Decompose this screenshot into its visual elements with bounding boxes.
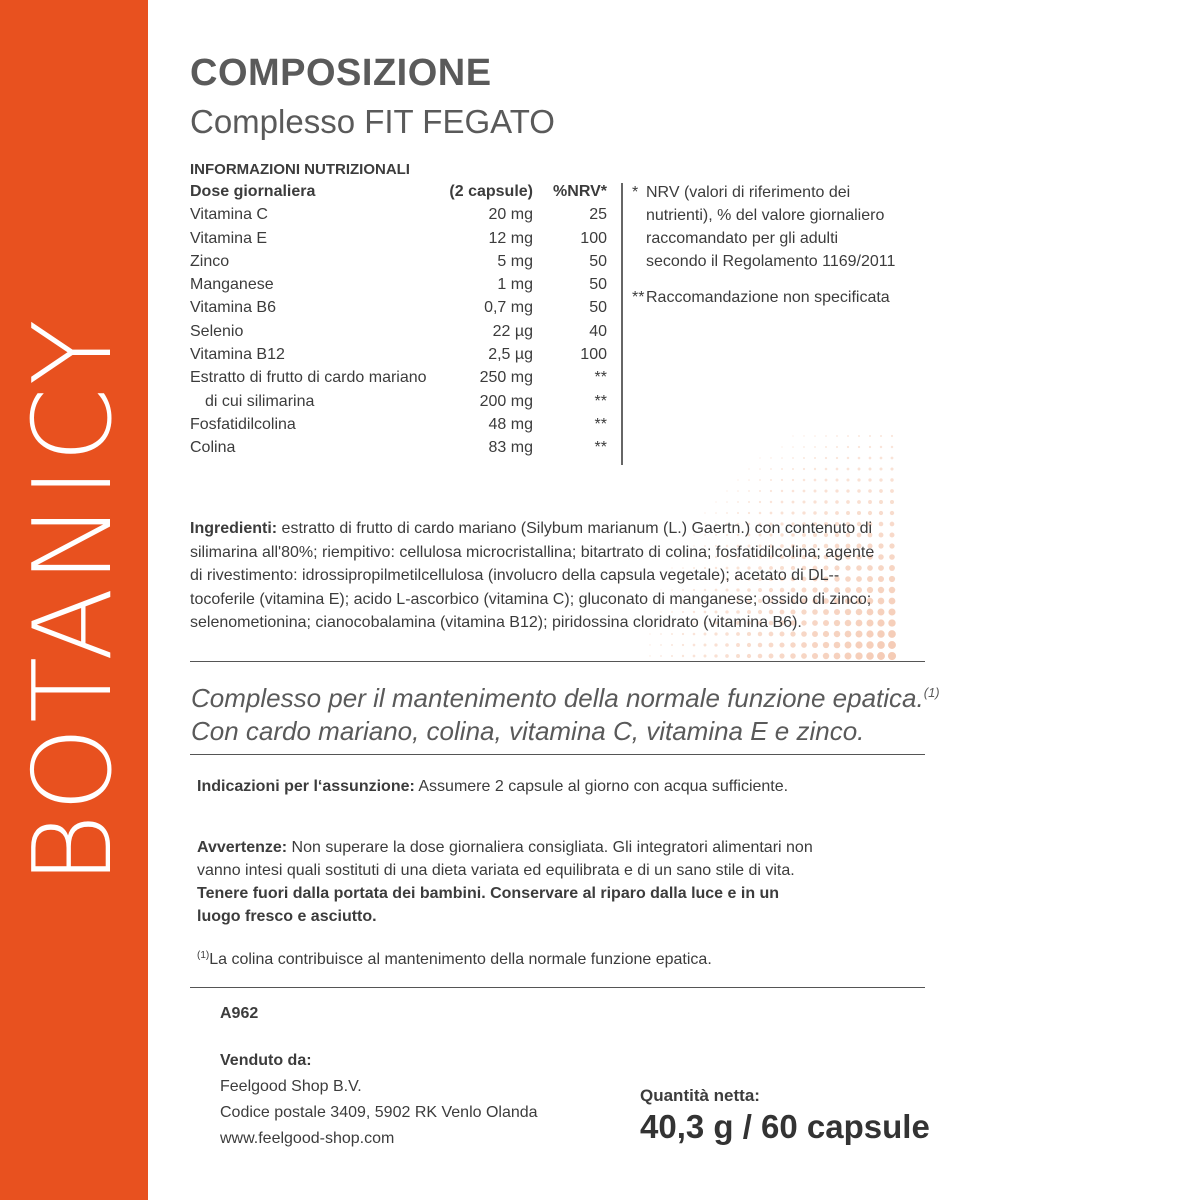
- nutrient-amount: 5 mg: [497, 252, 533, 270]
- seller-name: Feelgood Shop B.V.: [220, 1078, 362, 1095]
- nutrient-nrv: 50: [589, 276, 607, 294]
- nutrient-amount: 83 mg: [488, 439, 533, 457]
- nutrient-name: Zinco: [190, 252, 230, 270]
- usage-label: Indicazioni per l‘assunzione:: [197, 778, 415, 795]
- nutrient-name: di cui silimarina: [205, 392, 315, 410]
- usage-text: Assumere 2 capsule al giorno con acqua sufficiente.: [414, 778, 789, 795]
- nutrient-name: Vitamina B12: [190, 346, 285, 364]
- seller-address: Codice postale 3409, 5902 RK Venlo Olanda: [220, 1104, 538, 1121]
- nutrient-name: Vitamina C: [190, 206, 268, 224]
- net-quantity-value: 40,3 g / 60 capsule: [640, 1108, 930, 1145]
- nutrition-heading: INFORMAZIONI NUTRIZIONALI: [190, 161, 410, 178]
- footnote: [197, 944, 712, 971]
- net-quantity-label: Quantità netta:: [640, 1086, 760, 1105]
- usage-instructions: [197, 775, 817, 798]
- nutrient-nrv: 100: [580, 346, 607, 364]
- nutrient-nrv: 40: [589, 322, 607, 340]
- nutrient-nrv: 25: [589, 206, 607, 224]
- nutrient-name: Vitamina E: [190, 229, 268, 247]
- nutrient-amount: 20 mg: [488, 206, 533, 224]
- nospec-text: Raccomandazione non specificata: [646, 289, 890, 306]
- nutrient-nrv: **: [594, 415, 607, 433]
- divider-middle: [190, 754, 925, 755]
- product-subtitle: Complesso FIT FEGATO: [190, 103, 555, 140]
- nutrient-amount: 12 mg: [488, 229, 533, 247]
- warnings-bold-text: Tenere fuori dalla portata dei bambini. Conservare al riparo dalla luce e in un luogo fresco e asciutto.: [197, 885, 780, 925]
- warnings-text: Non superare la dose giornaliera consigliata. Gli integratori alimentari non vanno intesi quali sostituti di una dieta variata ed equilibrata e di un sano stile di vita.: [197, 839, 813, 879]
- nospec-note: [632, 286, 902, 309]
- footnote-text: La colina contribuisce al mantenimento della normale funzione epatica.: [209, 951, 712, 968]
- footnote-marker: (1): [197, 950, 210, 961]
- nutrient-amount: 2,5 µg: [488, 346, 533, 364]
- header-amount: (2 capsule): [449, 183, 533, 200]
- nutrient-nrv: **: [594, 439, 607, 457]
- nutrient-amount: 200 mg: [479, 392, 533, 410]
- nrv-note: [632, 181, 902, 273]
- nutrient-nrv: 50: [589, 252, 607, 270]
- claim-footnote-ref: (1): [923, 685, 940, 700]
- nospec-marker: **: [632, 289, 645, 306]
- divider-bottom: [190, 987, 925, 988]
- seller-info: [220, 1048, 538, 1152]
- nrv-marker: *: [632, 184, 639, 201]
- claim-line-1-text: Complesso per il mantenimento della normale funzione epatica.: [191, 683, 924, 713]
- warnings: [197, 836, 817, 928]
- nutrient-amount: 48 mg: [488, 415, 533, 433]
- warnings-label: Avvertenze:: [197, 839, 288, 856]
- nutrient-name: Manganese: [190, 276, 274, 294]
- nutrient-name: Selenio: [190, 322, 244, 340]
- notes-divider: [621, 183, 623, 465]
- ingredients-paragraph: [190, 517, 880, 635]
- page-title: COMPOSIZIONE: [190, 52, 492, 94]
- nutrient-name: Estratto di frutto di cardo mariano: [190, 369, 427, 387]
- seller-label: Venduto da:: [220, 1052, 312, 1069]
- nutrient-nrv: 100: [580, 229, 607, 247]
- nutrient-name: Vitamina B6: [190, 299, 276, 317]
- divider-top: [190, 661, 925, 662]
- brand-sidebar: [0, 0, 148, 1200]
- nrv-text: NRV (valori di riferimento dei nutrienti), % del valore giornaliero raccomandato per gli adulti secondo il Regolamento 1169/2011: [646, 184, 896, 270]
- claim-line-1: [191, 676, 940, 715]
- nutrient-amount: 0,7 mg: [484, 299, 533, 317]
- nutrient-nrv: 50: [589, 299, 607, 317]
- product-code: A962: [220, 1005, 259, 1022]
- brand-name: BOTANICY: [11, 315, 136, 885]
- nutrition-notes: [632, 181, 902, 309]
- nutrient-nrv: **: [594, 392, 607, 410]
- nutrient-nrv: **: [594, 369, 607, 387]
- seller-website: www.feelgood-shop.com: [220, 1130, 395, 1147]
- nutrient-amount: 1 mg: [497, 276, 533, 294]
- claim-line-2: Con cardo mariano, colina, vitamina C, vitamina E e zinco.: [191, 716, 865, 746]
- nutrient-amount: 250 mg: [479, 369, 533, 387]
- nutrient-name: Fosfatidilcolina: [190, 415, 296, 433]
- ingredients-text: estratto di frutto di cardo mariano (Silybum marianum (L.) Gaertn.) con contenuto di silimarina all'80%; riempitivo: cellulosa microcristallina; bitartrato di colina; fosfatidilcolina; agente di rivestimento: idrossipropilmetilcellulosa (involucro della capsula vegetale); acetato di DL--tocoferile (vitamina E); acido L-ascorbico (vitamina C); gluconato di manganese; ossido di zinco; selenometionina; cianocobalamina (vitamina B12); piridossina cloridrato (vitamina B6).: [190, 520, 875, 632]
- health-claim: [191, 676, 940, 748]
- nutrient-name: Colina: [190, 439, 236, 457]
- header-dose: Dose giornaliera: [190, 183, 316, 200]
- header-nrv: %NRV*: [553, 183, 607, 200]
- nutrient-amount: 22 µg: [492, 322, 533, 340]
- ingredients-label: Ingredienti:: [190, 520, 278, 537]
